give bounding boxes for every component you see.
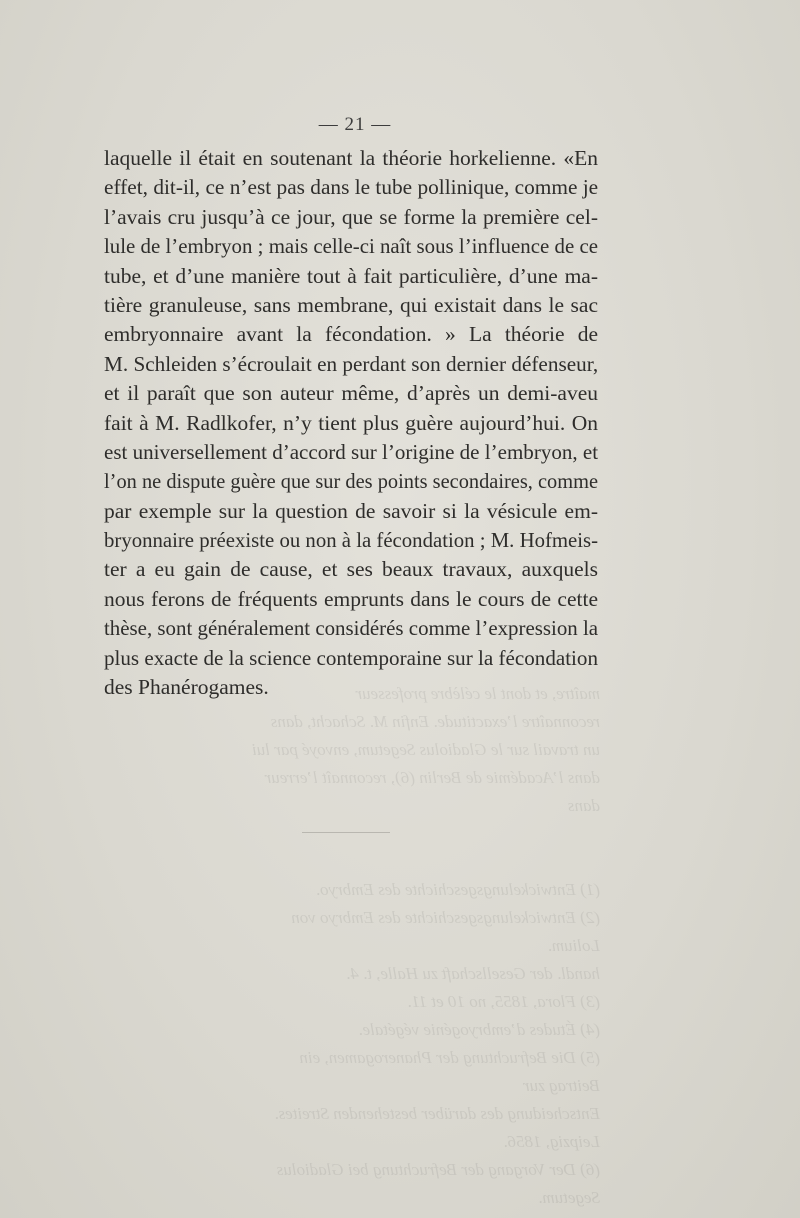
text-line: plus exacte de la science contemporaine sur la fécondation	[104, 645, 598, 670]
text-line: ter a eu gain de cause, et ses beaux travaux, auxquels	[104, 557, 598, 582]
text-line: tube, et d’une manière tout à fait particulière, d’une ma-	[104, 263, 598, 288]
text-line: bryonnaire préexiste ou non à la fécondation ; M. Hofmeis-	[104, 528, 599, 553]
text-line: thèse, sont généralement considérés comme l’expression la	[104, 616, 599, 641]
text-line: est universellement d’accord sur l’origine de l’embryon, et	[104, 439, 599, 464]
text-line: lule de l’embryon ; mais celle-ci naît sous l’influence de ce	[104, 234, 598, 259]
text-line: embryonnaire avant la fécondation. » La théorie de	[104, 322, 598, 347]
text-line: l’avais cru jusqu’à ce jour, que se forme la première cel-	[104, 204, 598, 229]
page-number: — 21 —	[318, 114, 392, 135]
text-line-last: des Phanérogames.	[104, 675, 269, 700]
bleed-through-text: maître, et dont le célèbre professeur reconnaître l’exactitude. Enfin M. Schacht, dans un travail sur le Gladiolus Segetum, envoyé par lui dans l’Académie de Berlin (6), reconnaît l’erreur dans (1) Entwickelungsgeschichte des Embryo. (2) Entwickelungsgeschichte des Embryo von Lolium. handl. der Gesellschaft zu Halle, t. 4. (3) Flora, 1855, no 10 et 11. (4) Études d’embryogénie végétale. (5) Die Befruchtung der Phanerogamen, ein Beitrag zur Entscheidung des darüber bestehenden Streites. Leipzig, 1856. (6) Der Vorgang der Befruchtung bei Gladiolus Segetum.	[252, 684, 600, 1207]
footnote-rule	[302, 832, 390, 833]
text-line: tière granuleuse, sans membrane, qui existait dans le sac	[104, 292, 598, 317]
text-line: l’on ne dispute guère que sur des points secondaires, comme	[104, 469, 598, 494]
text-line: nous ferons de fréquents emprunts dans le cours de cette	[104, 586, 598, 611]
text-line: fait à M. Radlkofer, n’y tient plus guère aujourd’hui. On	[104, 410, 598, 435]
text-line: effet, dit-il, ce n’est pas dans le tube pollinique, comme je	[104, 175, 599, 200]
body-paragraph	[104, 144, 598, 702]
text-line: et il paraît que son auteur même, d’après un demi-aveu	[104, 381, 598, 406]
text-line: laquelle il était en soutenant la théorie horkelienne. «En	[104, 146, 598, 170]
text-line: M. Schleiden s’écroulait en perdant son dernier défenseur,	[104, 351, 599, 376]
text-line: par exemple sur la question de savoir si la vésicule em-	[104, 498, 598, 523]
